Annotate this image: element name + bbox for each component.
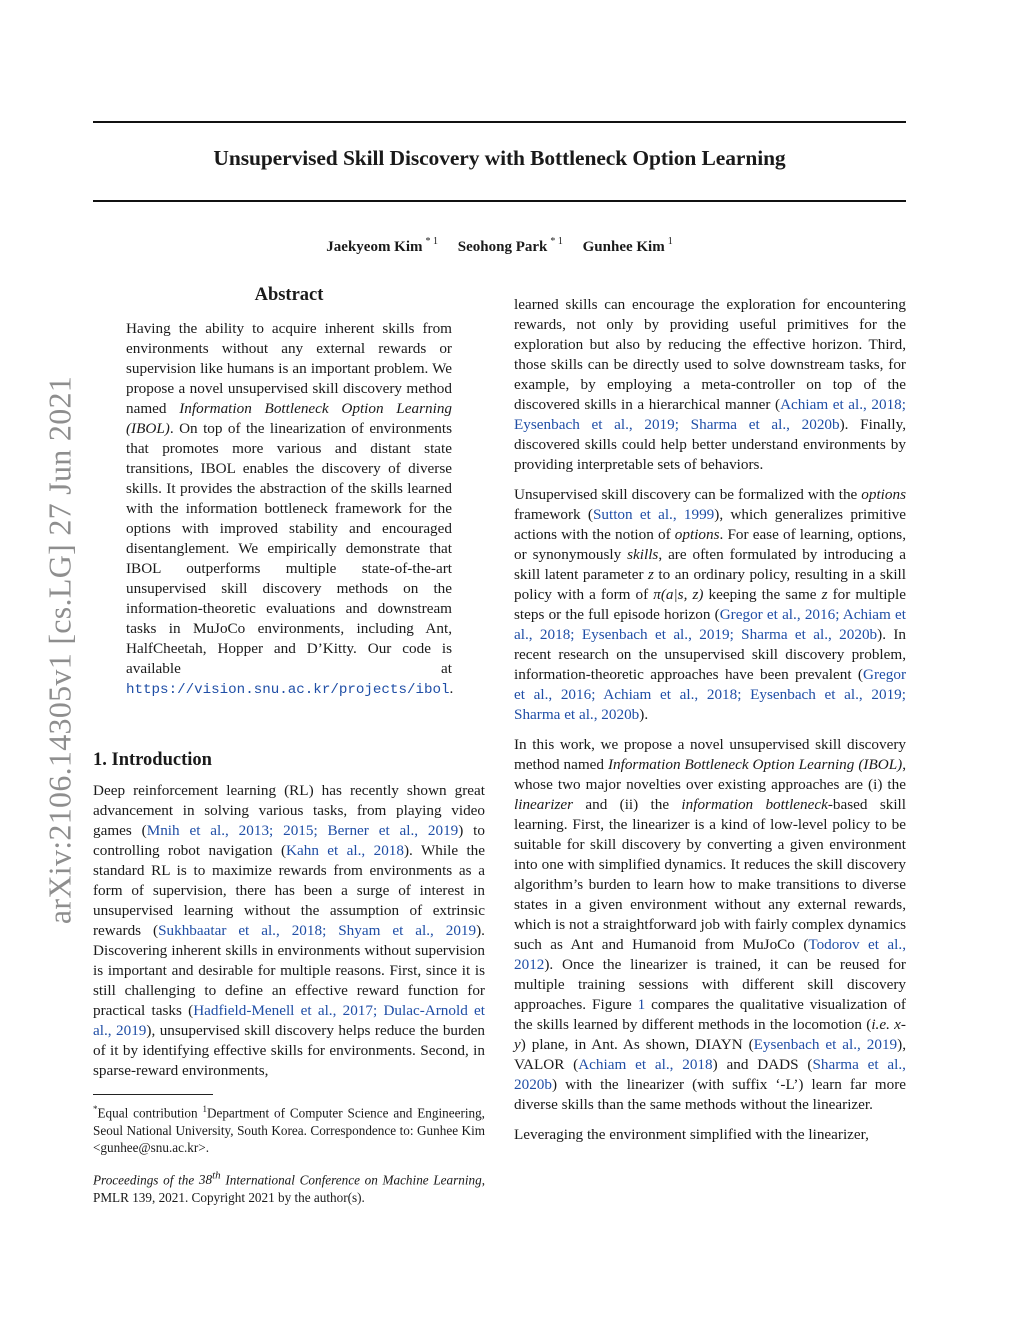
- body-text: ) with the linearizer (with suffix ‘-L’) learn far more diverse skills than the same methods without the linearizer.: [514, 1076, 906, 1113]
- body-text: , are often formulated by introducing a skill latent parameter: [514, 546, 906, 583]
- paper-title: Unsupervised Skill Discovery with Bottleneck Option Learning: [213, 146, 786, 170]
- intro-paragraph: [514, 735, 906, 1115]
- abstract-text: Having the ability to acquire inherent skills from environments without any external rewards or supervision like humans is an important problem. We propose a novel unsupervised skill discovery method named: [126, 320, 452, 417]
- left-column: [93, 285, 485, 1206]
- abstract-text: . On top of the linearization of environments that promotes more various and distant state transitions, IBOL enables the discovery of diverse skills. It provides the abstraction of the skills learned with the information bottleneck framework for the options with improved stability and encouraged disentanglement. We empirically demonstrate that IBOL outperforms multiple state-of-the-art unsupervised skill discovery methods on the information-theoretic evaluations and downstream tasks in MuJoCo environments, including Ant, HalfCheetah, Hopper and D’Kitty. Our code is available at: [126, 420, 452, 677]
- author: [326, 236, 439, 255]
- emphasis-text: options: [674, 526, 720, 543]
- proceedings-text: International Conference on Machine Learning: [220, 1172, 482, 1188]
- body-text: . For ease of learning, options, or synonymously: [514, 526, 906, 563]
- author-affiliation-mark: 1: [667, 236, 673, 247]
- intro-paragraph: [514, 485, 906, 725]
- body-text: compares the qualitative visualization of the skills learned by different methods in the locomotion (: [514, 996, 906, 1033]
- body-text: ) to controlling robot navigation (: [93, 822, 485, 859]
- ordinal-number: 38: [198, 1172, 213, 1188]
- proceedings-note: [93, 1168, 485, 1206]
- abstract-text: .: [449, 680, 454, 697]
- section-heading: 1. Introduction: [93, 750, 212, 770]
- body-text: In this work, we propose a novel unsupervised skill discovery method named: [514, 736, 906, 773]
- body-text: ) and DADS (: [712, 1056, 813, 1073]
- footnote-text: Department of Computer Science and Engineering, Seoul National University, South Korea. Correspondence to: Gunhee Kim <gunhee@snu.ac.kr>.: [93, 1105, 485, 1156]
- body-text: ). Once the linearizer is trained, it can be reused for multiple training sessions with different skill discovery approaches. Figure: [514, 956, 906, 1013]
- citation-link[interactable]: Todorov et al., 2012: [514, 936, 906, 973]
- intro-paragraph: [514, 1125, 906, 1145]
- body-text: ), VALOR (: [514, 1036, 906, 1073]
- body-text: ) plane, in Ant. As shown, DIAYN (: [520, 1036, 754, 1053]
- proceedings-text: Proceedings of the: [93, 1172, 199, 1188]
- body-text: framework (: [514, 506, 593, 523]
- body-text: ). While the standard RL is to maximize rewards from environments as a form of supervision, there has been a surge of interest in unsupervised learning without the assumption of extrinsic rewards (: [93, 842, 485, 939]
- citation-link[interactable]: Achiam et al., 2018; Eysenbach et al., 2019; Sharma et al., 2020b: [514, 396, 906, 433]
- footnote: [93, 1101, 485, 1157]
- author-list: [93, 236, 906, 256]
- body-text: for multiple steps or the full episode horizon (: [514, 586, 906, 623]
- body-text: and (ii) the: [573, 796, 682, 813]
- emphasis-text: linearizer: [514, 796, 574, 813]
- title-bottom-rule: [93, 200, 906, 202]
- author-name: Seohong Park: [457, 239, 548, 255]
- body-text: ), unsupervised skill discovery helps reduce the burden of it by identifying effective skills for environments. Second, in sparse-reward environments,: [93, 1022, 485, 1079]
- author: [457, 236, 563, 255]
- right-column: [514, 295, 906, 1145]
- body-text: ), which generalizes primitive actions with the notion of: [514, 506, 906, 543]
- citation-link[interactable]: Achiam et al., 2018: [578, 1056, 713, 1073]
- citation-link[interactable]: Eysenbach et al., 2019: [753, 1036, 898, 1053]
- body-text: Unsupervised skill discovery can be formalized with the: [514, 486, 862, 503]
- body-text: Deep reinforcement learning (RL) has recently shown great advancement in solving various tasks, from playing video games (: [93, 782, 485, 839]
- footnote-rule: [93, 1094, 213, 1095]
- author: [582, 236, 673, 255]
- author-affiliation-mark: * 1: [550, 236, 563, 247]
- citation-link[interactable]: 1: [637, 996, 646, 1013]
- intro-paragraph: [93, 781, 485, 1081]
- body-text: learned skills can encourage the exploration for encountering rewards, not only by providing useful primitives for the exploration but also by reducing the effective horizon. Third, those skills can be directly used to solve downstream tasks, for example, by employing a meta-controller on top of the discovered skills in a hierarchical manner (: [514, 296, 906, 413]
- citation-link[interactable]: Mnih et al., 2013; 2015; Berner et al., 2019: [146, 822, 459, 839]
- emphasis-text: Information Bottleneck Option Learning (IBOL): [607, 756, 903, 773]
- code-link[interactable]: https://vision.snu.ac.kr/projects/ibol: [126, 682, 450, 698]
- method-name: Information Bottleneck Option Learning (IBOL): [126, 400, 453, 437]
- body-text: ). Discovering inherent skills in environments without supervision is important and desirable for multiple reasons. First, since it is still challenging to define an effective reward function for practical tasks (: [93, 922, 485, 1019]
- author-name: Jaekyeom Kim: [326, 239, 423, 255]
- emphasis-text: options: [861, 486, 906, 503]
- citation-link[interactable]: Sharma et al., 2020b: [514, 1056, 906, 1093]
- arxiv-stamp: arXiv:2106.14305v1 [cs.LG] 27 Jun 2021: [41, 375, 78, 925]
- abstract-body: [126, 319, 452, 700]
- citation-link[interactable]: Gregor et al., 2016; Achiam et al., 2018; Eysenbach et al., 2019; Sharma et al., 2020b: [514, 606, 907, 643]
- footnote-text: Equal contribution: [97, 1105, 203, 1121]
- body-text: ). In recent research on the unsupervised skill discovery problem, information-theoretic approaches have been prevalent (: [514, 626, 907, 683]
- emphasis-text: skills: [627, 546, 659, 563]
- emphasis-text: i.e. x-y: [514, 1016, 906, 1053]
- body-text: keeping the same: [703, 586, 822, 603]
- body-text: , whose two major novelties over existing approaches are (i) the: [514, 756, 906, 793]
- citation-link[interactable]: Gregor et al., 2016; Achiam et al., 2018; Eysenbach et al., 2019; Sharma et al., 2020b: [514, 666, 906, 723]
- citation-link[interactable]: Hadfield-Menell et al., 2017; Dulac-Arnold et al., 2019: [93, 1002, 485, 1039]
- citation-link[interactable]: Sutton et al., 1999: [592, 506, 715, 523]
- footnote-mark: *: [93, 1104, 98, 1114]
- emphasis-text: z: [648, 566, 654, 583]
- title-top-rule: [93, 121, 906, 123]
- body-text: ). Finally, discovered skills could help better understand environments by providing interpretable sets of behaviors.: [514, 416, 906, 473]
- emphasis-text: information bottleneck: [681, 796, 828, 813]
- author-affiliation-mark: * 1: [425, 236, 439, 247]
- body-text: -based skill learning. First, the linearizer is a kind of low-level policy to be suitable for skill discovery by converting a given environment into one with simplified dynamics. It reduces the skill discovery algorithm’s burden to learn how to make transitions to diverse states in a given environment without any external rewards, which is not a straightforward job with fairly complex dynamics such as Ant and Humanoid from MuJoCo (: [514, 796, 906, 953]
- body-text: Leveraging the environment simplified with the linearizer,: [514, 1126, 869, 1143]
- abstract-heading: Abstract: [254, 285, 324, 305]
- citation-link[interactable]: Sukhbaatar et al., 2018; Shyam et al., 2019: [158, 922, 477, 939]
- emphasis-text: z: [821, 586, 828, 603]
- author-name: Gunhee Kim: [582, 239, 665, 255]
- proceedings-ordinal: [198, 1169, 221, 1188]
- ordinal-suffix: th: [212, 1169, 221, 1182]
- intro-paragraph: [514, 295, 906, 475]
- emphasis-text: π(a|s, z): [653, 586, 704, 603]
- footnote-mark: 1: [202, 1104, 207, 1114]
- body-text: to an ordinary policy, resulting in a skill policy with a form of: [514, 566, 906, 603]
- citation-link[interactable]: Kahn et al., 2018: [286, 842, 404, 859]
- proceedings-text: , PMLR 139, 2021. Copyright 2021 by the author(s).: [93, 1172, 485, 1205]
- body-text: ).: [639, 706, 649, 723]
